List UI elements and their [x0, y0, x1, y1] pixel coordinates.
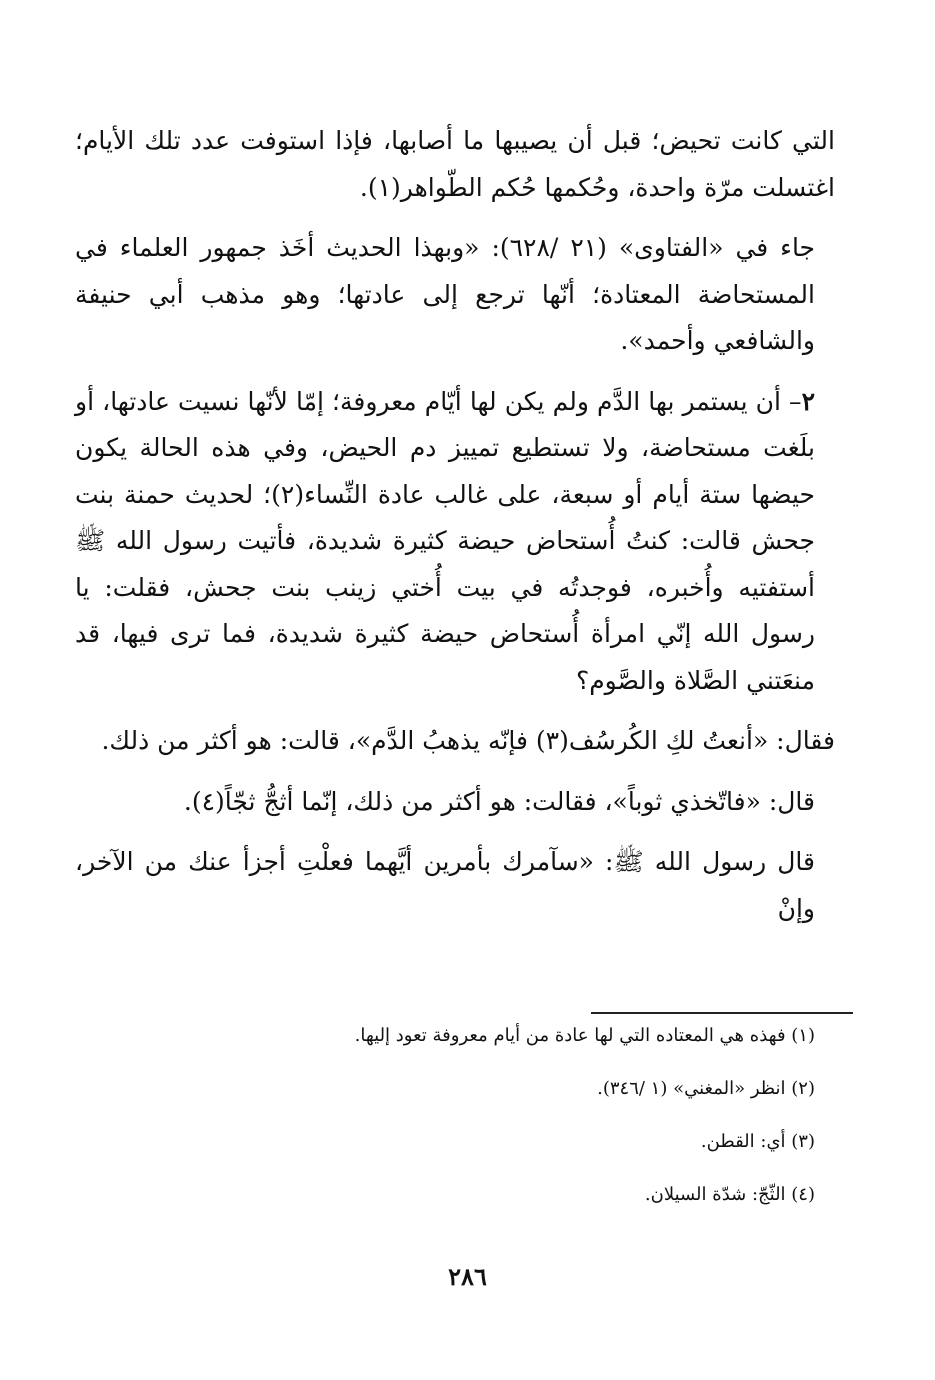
paragraph-3: [75, 379, 835, 705]
main-text-body: [75, 118, 835, 946]
footnote-2: (٢) انظر «المغني» (١ /٣٤٦).: [597, 1078, 815, 1099]
footnotes: [195, 1022, 815, 1234]
footnote-1: (١) فهذه هي المعتاده التي لها عادة من أيام معروفة تعود إليها.: [354, 1025, 815, 1046]
paragraph-4: فقال: «أنعتُ لكِ الكُرسُف(٣) فإنّه يذهبُ الدَّم»، قالت: هو أكثر من ذلك.: [101, 726, 835, 755]
paragraph-3-text: – أن يستمر بها الدَّم ولم يكن لها أيّام معروفة؛ إمّا لأنّها نسيت عادتها، أو بلَغت مستحاضة، ولا تستطيع تمييز دم الحيض، وفي هذه الحالة يكون حيضها ستة أيام أو سبعة، على غالب عادة النِّساء(٢)؛ لحديث حمنة بنت جحش قالت: كنتُ أُستحاض حيضة كثيرة شديدة، فأتيت رسول الله ﷺ أستفتيه وأُخبره، فوجدتُه في بيت أُختي زينب بنت جحش، فقلت: يا رسول الله إنّي امرأة أُستحاض حيضة كثيرة شديدة، فما ترى فيها، قد منعَتني الصَّلاة والصَّوم؟: [75, 386, 815, 695]
footnote-divider: [591, 1012, 853, 1014]
footnote-4: (٤) الثّجّ: شدّة السيلان.: [644, 1184, 815, 1205]
paragraph-1: التي كانت تحيض؛ قبل أن يصيبها ما أصابها، فإذا استوفت عدد تلك الأيام؛ اغتسلت مرّة واحدة، وحُكمها حُكم الطّواهر(١).: [75, 126, 835, 202]
list-number: ٢: [801, 386, 815, 416]
footnote-3: (٣) أي: القطن.: [700, 1131, 815, 1152]
paragraph-5: قال: «فاتّخذي ثوباً»، فقالت: هو أكثر من ذلك، إنّما أثجُّ ثجّاً(٤).: [183, 786, 815, 816]
paragraph-6: قال رسول الله ﷺ: «سآمرك بأمرين أيَّهما فعلْتِ أجزأ عنك من الآخر، وإنْ: [75, 847, 815, 923]
page-number: ٢٨٦: [448, 1262, 487, 1291]
paragraph-2: جاء في «الفتاوى» (٢١ /٦٢٨): «وبهذا الحديث أخَذ جمهور العلماء في المستحاضة المعتادة؛ أنّها ترجع إلى عادتها؛ وهو مذهب أبي حنيفة والشافعي وأحمد».: [75, 233, 816, 355]
